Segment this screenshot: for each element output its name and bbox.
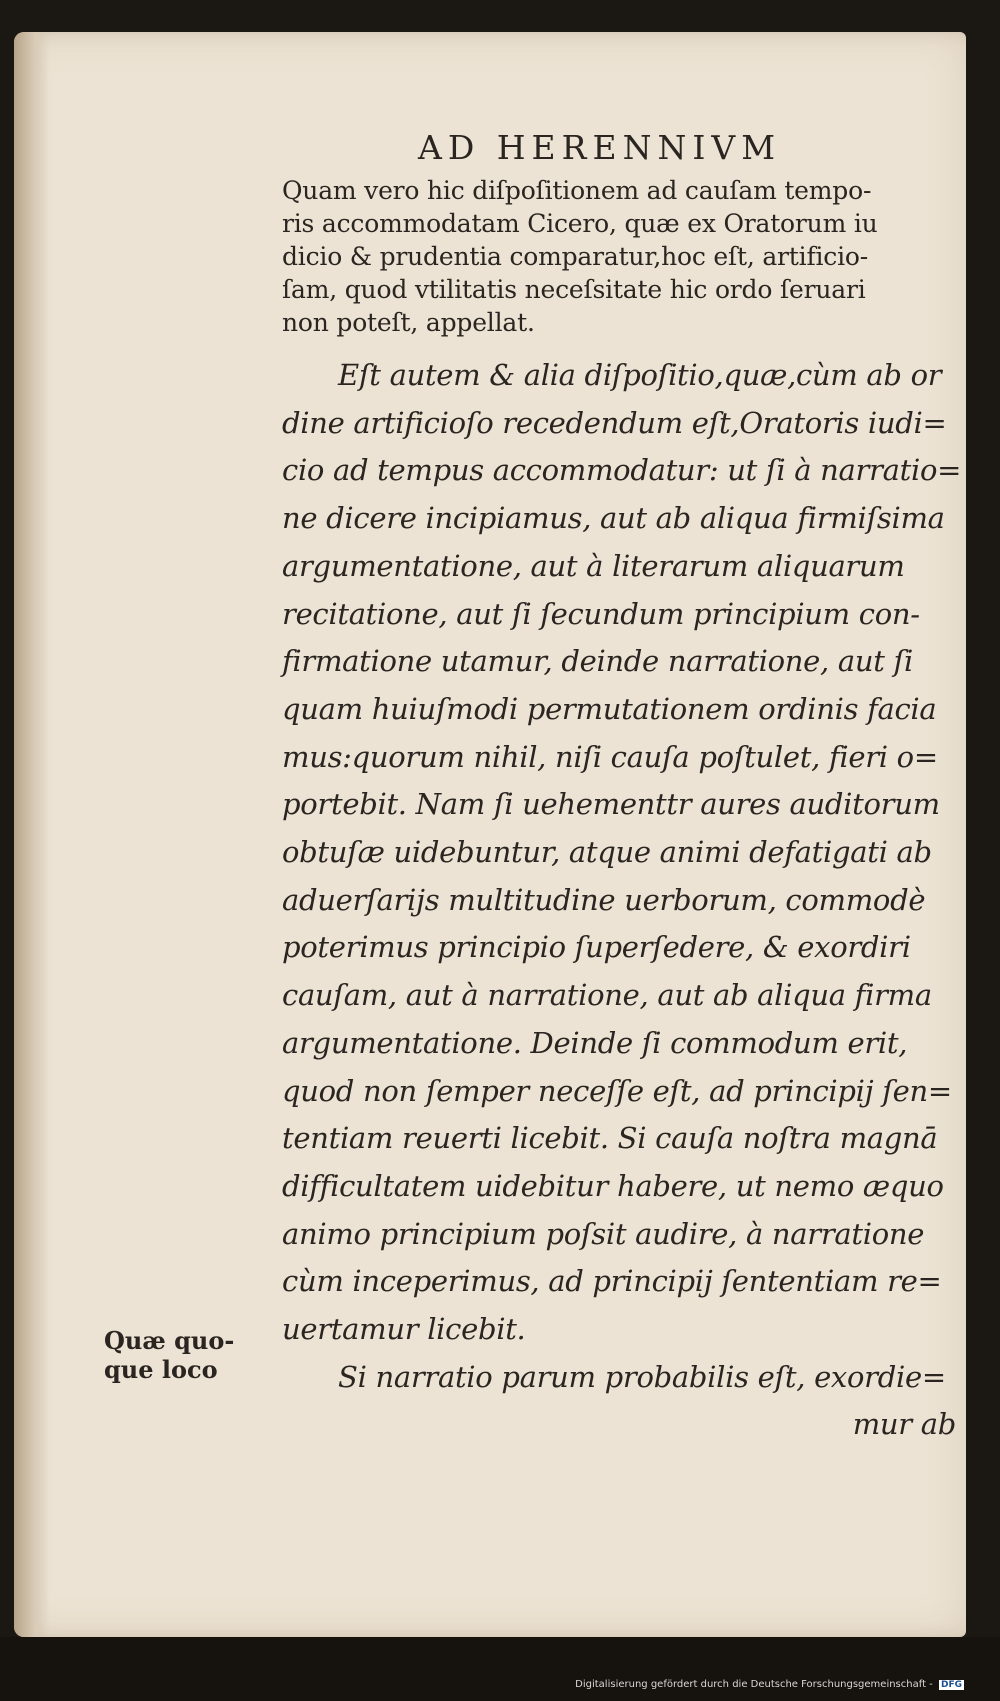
- text-line: ris accommodatam Cicero, quæ ex Oratorum iu: [282, 209, 878, 238]
- text-line: aduerſarijs multitudine uerborum, commodè: [282, 882, 926, 917]
- marginal-line: que loco: [104, 1355, 218, 1384]
- scan-background: [0, 1637, 1000, 1701]
- text-line: dicio & prudentia comparatur,hoc eſt, artificio-: [282, 242, 868, 271]
- italic-paragraph: [282, 352, 962, 1449]
- text-line: argumentatione, aut à literarum aliquarum: [282, 548, 905, 583]
- text-line: ne dicere incipiamus, aut ab aliqua firmiſsima: [282, 501, 945, 536]
- text-line: non poteſt, appellat.: [282, 308, 535, 337]
- text-line: quod non ſemper neceſſe eſt, ad principij ſen=: [282, 1073, 952, 1108]
- catchword: mur ab: [852, 1407, 956, 1442]
- text-line: Quam vero hic diſpoſitionem ad cauſam tempo-: [282, 176, 872, 205]
- running-head: AD HERENNIVM: [418, 128, 781, 167]
- text-line: poterimus principio ſuperſedere, & exordiri: [282, 930, 911, 965]
- text-line: cùm inceperimus, ad principij ſententiam re=: [282, 1264, 942, 1299]
- text-line: mus:quorum nihil, niſi cauſa poſtulet, fieri o=: [282, 739, 938, 774]
- text-line: cio ad tempus accommodatur: ut ſi à narratio=: [282, 453, 962, 488]
- text-line: obtuſæ uidebuntur, atque animi defatigati ab: [282, 835, 932, 870]
- text-line: ſam, quod vtilitatis neceſsitate hic ordo ſeruari: [282, 275, 866, 304]
- dfg-logo: DFG: [940, 1680, 962, 1690]
- text-line: difficultatem uidebitur habere, ut nemo æquo: [282, 1168, 944, 1203]
- text-line: Eſt autem & alia diſpoſitio,quæ,cùm ab or: [338, 358, 942, 392]
- text-line: animo principium poſsit audire, à narratione: [282, 1216, 925, 1251]
- text-line: recitatione, aut ſi ſecundum principium con-: [282, 596, 920, 631]
- text-line: firmatione utamur, deinde narratione, aut ſi: [282, 644, 913, 679]
- digitization-credit: [575, 1679, 964, 1690]
- text-line: portebit. Nam ſi uehementtr aures auditorum: [282, 787, 940, 822]
- marginal-note: [104, 1326, 234, 1384]
- credit-text: Digitalisierung gefördert durch die Deutsche Forschungsgemeinschaft -: [575, 1679, 933, 1690]
- roman-paragraph: [282, 174, 962, 339]
- text-line: cauſam, aut à narratione, aut ab aliqua firma: [282, 978, 932, 1013]
- text-line: dine artificioſo recedendum eſt,Oratoris iudi=: [282, 405, 947, 440]
- text-line: Si narratio parum probabilis eſt, exordie=: [338, 1359, 946, 1394]
- text-line: argumentatione. Deinde ſi commodum erit,: [282, 1025, 908, 1060]
- text-line: quam huiuſmodi permutationem ordinis facia: [282, 691, 937, 726]
- marginal-line: Quæ quo-: [104, 1326, 235, 1355]
- book-page: [14, 32, 966, 1637]
- text-line: uertamur licebit.: [282, 1312, 526, 1347]
- text-line: tentiam reuerti licebit. Si cauſa noſtra magnā: [282, 1121, 938, 1156]
- page-gutter-shadow: [14, 32, 50, 1637]
